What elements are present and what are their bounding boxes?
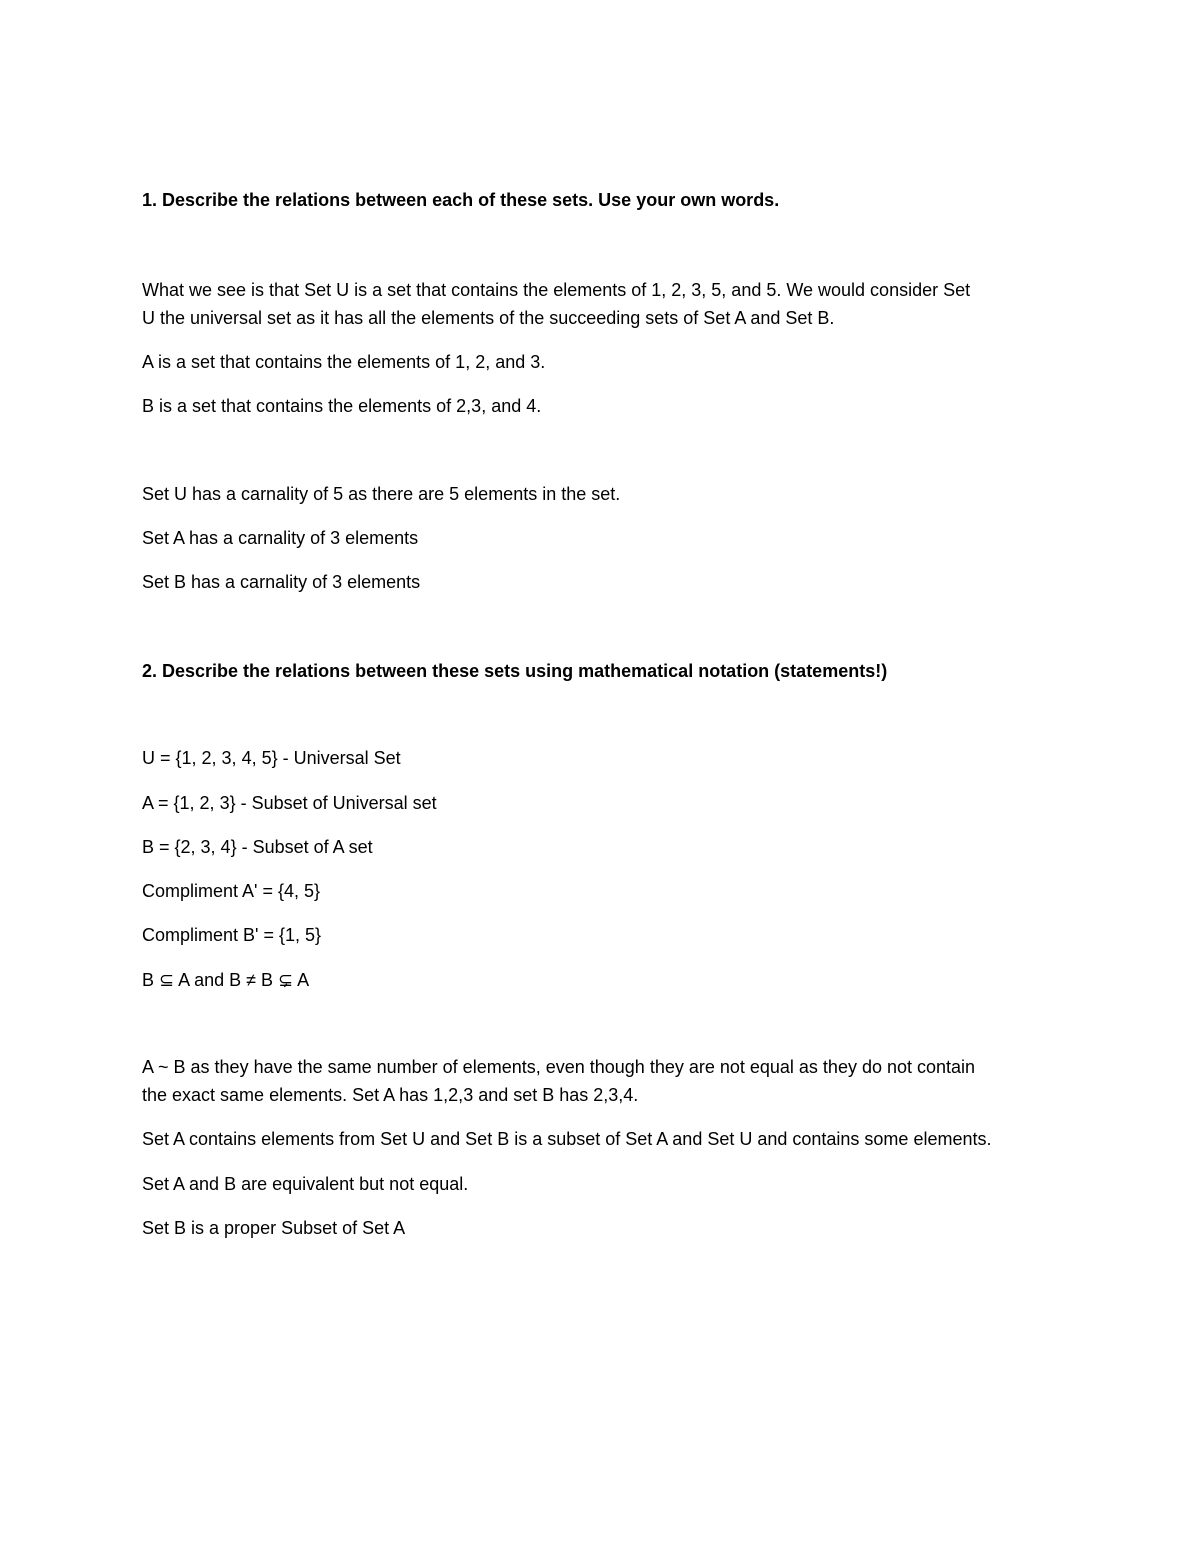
paragraph-line: B is a set that contains the elements of 2,3, and 4. [142,396,542,416]
statement-line: Compliment A' = {4, 5} [142,881,321,901]
section2-heading: 2. Describe the relations between these sets using mathematical notation (statements!) [142,661,888,681]
paragraph-line: Set B has a carnality of 3 elements [142,572,421,592]
paragraph-line: Set A contains elements from Set U and Set B is a subset of Set A and Set U and contains some elements. [142,1129,992,1149]
paragraph-line: A ~ B as they have the same number of elements, even though they are not equal as they do not contain [142,1057,976,1077]
statement-line: U = {1, 2, 3, 4, 5} - Universal Set [142,748,401,768]
paragraph-line: Set U has a carnality of 5 as there are 5 elements in the set. [142,484,621,504]
statement-line: B ⊆ A and B ≠ B ⊊ A [142,970,310,990]
paragraph-line: Set A and B are equivalent but not equal. [142,1174,469,1194]
paragraph-line: Set B is a proper Subset of Set A [142,1218,406,1238]
statement-line: B = {2, 3, 4} - Subset of A set [142,837,373,857]
paragraph-line: U the universal set as it has all the elements of the succeeding sets of Set A and Set B. [142,308,835,328]
statement-line: Compliment B' = {1, 5} [142,925,322,945]
paragraph-line: What we see is that Set U is a set that contains the elements of 1, 2, 3, 5, and 5. We would consider Set [142,280,971,300]
paragraph-line: A is a set that contains the elements of 1, 2, and 3. [142,352,546,372]
paragraph-line: Set A has a carnality of 3 elements [142,528,419,548]
section1-heading: 1. Describe the relations between each of these sets. Use your own words. [142,190,780,210]
statement-line: A = {1, 2, 3} - Subset of Universal set [142,793,437,813]
paragraph-line: the exact same elements. Set A has 1,2,3 and set B has 2,3,4. [142,1085,639,1105]
